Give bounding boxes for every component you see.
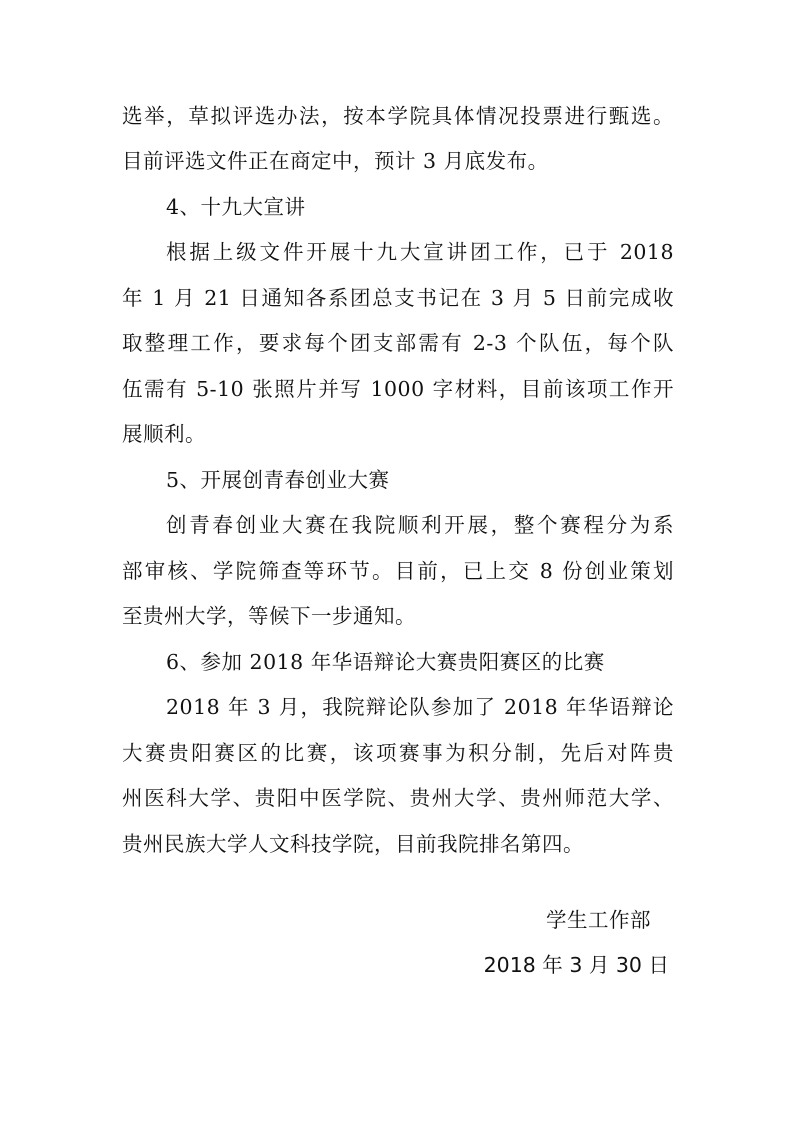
paragraph-line: 根据上级文件开展十九大宣讲团工作，已于 2018 xyxy=(166,240,674,264)
paragraph-line: 部审核、学院筛查等环节。目前，已上交 8 份创业策划 xyxy=(122,559,674,583)
section-heading: 5、开展创青春创业大赛 xyxy=(166,468,390,492)
signature-department: 学生工作部 xyxy=(546,908,651,932)
paragraph-line: 大赛贵阳赛区的比赛，该项赛事为积分制，先后对阵贵 xyxy=(122,741,674,765)
paragraph-line: 2018 年 3 月，我院辩论队参加了 2018 年华语辩论 xyxy=(166,695,674,719)
paragraph-line: 贵州民族大学人文科技学院，目前我院排名第四。 xyxy=(122,832,584,856)
section-heading: 6、参加 2018 年华语辩论大赛贵阳赛区的比赛 xyxy=(166,650,605,674)
paragraph-line: 年 1 月 21 日通知各系团总支书记在 3 月 5 日前完成收 xyxy=(122,286,674,310)
paragraph-line: 取整理工作，要求每个团支部需有 2-3 个队伍，每个队 xyxy=(122,331,674,355)
paragraph-line: 州医科大学、贵阳中医学院、贵州大学、贵州师范大学、 xyxy=(122,786,674,810)
paragraph-line: 创青春创业大赛在我院顺利开展，整个赛程分为系 xyxy=(166,513,674,537)
paragraph-line: 展顺利。 xyxy=(122,422,206,446)
paragraph-line: 选举，草拟评选办法，按本学院具体情况投票进行甄选。 xyxy=(122,104,674,128)
section-heading: 4、十九大宣讲 xyxy=(166,195,306,219)
paragraph-line: 伍需有 5-10 张照片并写 1000 字材料，目前该项工作开 xyxy=(122,377,674,401)
paragraph-line: 目前评选文件正在商定中，预计 3 月底发布。 xyxy=(122,149,549,173)
paragraph-line: 至贵州大学，等候下一步通知。 xyxy=(122,604,416,628)
signature-date: 2018 年 3 月 30 日 xyxy=(483,953,669,977)
